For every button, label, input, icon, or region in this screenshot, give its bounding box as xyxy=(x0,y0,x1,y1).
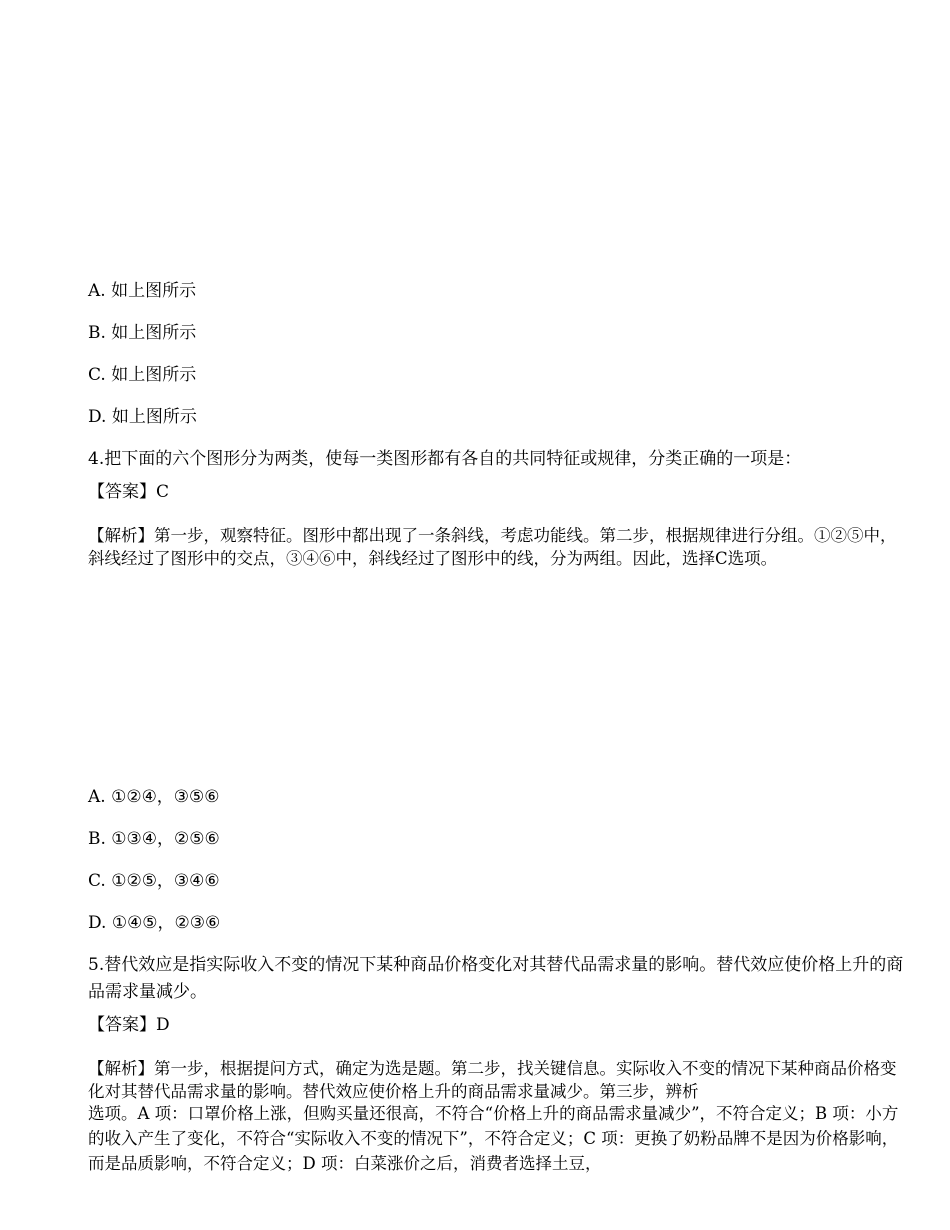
q5-analysis-part1: 【解析】第一步，根据提问方式，确定为选是题。第二步，找关键信息。实际收入不变的情况下某种商品价格变化对其替代品需求量的影响。替代效应使价格上升的商品需求量减少。第三步，辨析 xyxy=(88,1059,897,1101)
q4-option-c: C. ①②⑤，③④⑥ xyxy=(88,871,220,891)
q4-option-d: D. ①④⑤，②③⑥ xyxy=(88,913,221,933)
q4-option-a: A. ①②④，③⑤⑥ xyxy=(88,787,220,807)
q3-option-a: A. 如上图所示 xyxy=(88,281,197,301)
question-3-figure-area xyxy=(88,0,910,270)
q5-analysis-part2: 选项。A 项：口罩价格上涨，但购买量还很高，不符合“价格上升的商品需求量减少”，不符合定义；B 项：小方的收入产生了变化，不符合“实际收入不变的情况下”，不符合定义；C 项：更换了奶粉品牌不是因为价格影响，而是品质影响，不符合定义；D 项：白菜涨价之后，消费者选择土豆， xyxy=(88,1104,899,1173)
q5-question-text: 5.替代效应是指实际收入不变的情况下某种商品价格变化对其替代品需求量的影响。替代效应使价格上升的商品需求量减少。 xyxy=(88,955,904,1002)
question-4-figure-area xyxy=(88,602,910,782)
q3-option-d: D. 如上图所示 xyxy=(88,407,197,427)
q4-answer: 【答案】C xyxy=(88,482,170,502)
q4-question-text: 4.把下面的六个图形分为两类，使每一类图形都有各自的共同特征或规律，分类正确的一项是： xyxy=(88,449,802,469)
q3-option-c: C. 如上图所示 xyxy=(88,365,197,385)
q3-option-b: B. 如上图所示 xyxy=(88,323,197,343)
q4-option-b: B. ①③④，②⑤⑥ xyxy=(88,829,220,849)
q5-answer: 【答案】D xyxy=(88,1015,170,1035)
q4-analysis: 【解析】第一步，观察特征。图形中都出现了一条斜线，考虑功能线。第二步，根据规律进行分组。①②⑤中，斜线经过了图形中的交点，③④⑥中，斜线经过了图形中的线，分为两组。因此，选择C选项。 xyxy=(88,526,897,568)
